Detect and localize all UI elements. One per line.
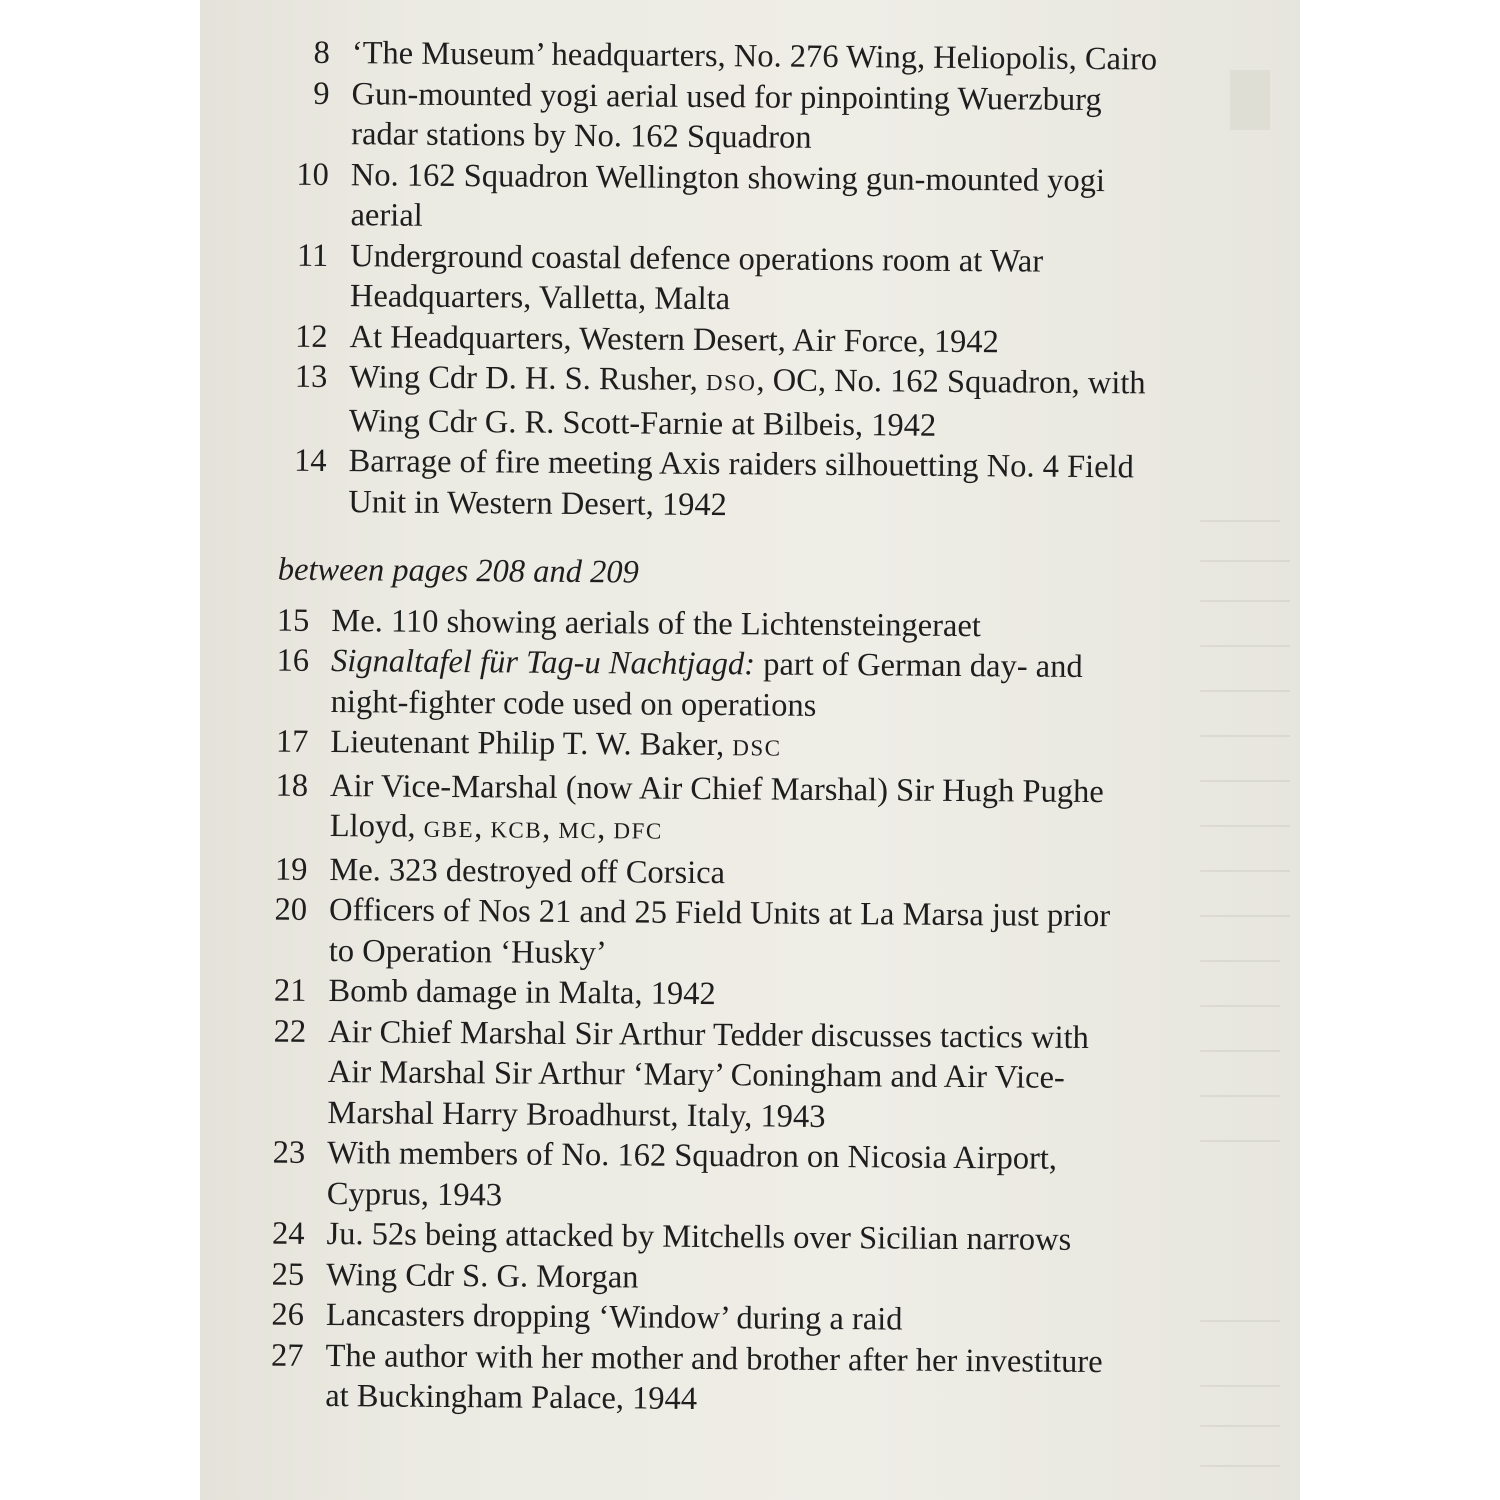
item-number: 20 — [274, 891, 308, 928]
item-caption: Ju. 52s being attacked by Mitchells over Sicilian narrows — [326, 1216, 1072, 1258]
item-number: 16 — [276, 642, 310, 679]
plates-list-first — [286, 33, 1300, 530]
item-caption: Barrage of fire meeting Axis raiders silhouetting No. 4 Field Unit in Western Desert, 1942 — [348, 443, 1135, 523]
item-caption: Underground coastal defence operations room at War Headquarters, Valletta, Malta — [349, 237, 1044, 318]
list-item — [289, 73, 1300, 162]
list-item — [268, 765, 1295, 857]
item-number: 27 — [270, 1337, 304, 1374]
item-caption: Air Chief Marshal Sir Arthur Tedder discusses tactics with Air Marshal Sir Arthur ‘Mary’ Coningham and Air Vice- Marshal Harry Broadhurst, Italy, 1943 — [327, 1013, 1090, 1135]
list-item — [288, 154, 1299, 243]
list-item — [286, 441, 1297, 530]
plates-list-second — [263, 600, 1295, 1424]
book-page — [200, 0, 1300, 1500]
list-item — [267, 890, 1294, 979]
item-caption: With members of No. 162 Squadron on Nicosia Airport, Cyprus, 1943 — [326, 1135, 1058, 1213]
item-number: 22 — [273, 1013, 307, 1050]
list-item — [288, 235, 1299, 324]
item-number: 12 — [294, 318, 328, 355]
item-number: 17 — [275, 723, 309, 760]
item-number: 21 — [273, 972, 307, 1009]
list-item — [287, 357, 1298, 449]
item-number: 15 — [276, 602, 310, 639]
list-item — [265, 1133, 1292, 1222]
list-item — [269, 641, 1296, 730]
item-number: 24 — [271, 1215, 305, 1252]
item-caption: Signaltafel für Tag-u Nachtjagd: part of German day- and night-fighter code used on operations — [330, 643, 1083, 724]
item-number: 10 — [296, 156, 330, 193]
item-caption: Air Vice-Marshal (now Air Chief Marshal) Sir Hugh Pughe Lloyd, GBE, KCB, MC, DFC — [329, 767, 1104, 847]
item-caption: The author with her mother and brother after her investiture at Buckingham Palace, 1944 — [325, 1337, 1103, 1417]
item-caption: At Headquarters, Western Desert, Air Force, 1942 — [349, 318, 1000, 360]
item-number: 23 — [272, 1134, 306, 1171]
list-item — [263, 1335, 1290, 1424]
item-number: 14 — [293, 442, 327, 480]
item-number: 11 — [296, 237, 329, 274]
item-number: 19 — [274, 851, 308, 888]
item-number: 25 — [271, 1256, 305, 1293]
item-caption: Me. 110 showing aerials of the Lichtensteingeraet — [331, 602, 982, 644]
item-caption: No. 162 Squadron Wellington showing gun-mounted yogi aerial — [350, 156, 1106, 234]
item-caption: Bomb damage in Malta, 1942 — [328, 973, 716, 1013]
item-caption: Lancasters dropping ‘Window’ during a raid — [325, 1297, 903, 1338]
item-caption: Wing Cdr S. G. Morgan — [326, 1256, 639, 1295]
item-number: 9 — [313, 75, 330, 112]
item-caption: Officers of Nos 21 and 25 Field Units at La Marsa just prior to Operation ‘Husky’ — [328, 892, 1111, 971]
item-caption: Gun-mounted yogi aerial used for pinpointing Wuerzburg radar stations by No. 162 Squadron — [351, 75, 1102, 156]
item-number: 8 — [313, 34, 330, 72]
list-item — [265, 1011, 1292, 1141]
item-number: 18 — [275, 767, 309, 804]
item-number: 13 — [294, 358, 328, 396]
illustrations-list — [200, 32, 1300, 1424]
item-caption: ‘The Museum’ headquarters, No. 276 Wing, Heliopolis, Cairo — [351, 35, 1158, 78]
item-caption: Lieutenant Philip T. W. Baker, DSC — [330, 724, 782, 764]
section-heading: between pages 208 and 209 — [277, 551, 639, 591]
item-number: 26 — [271, 1296, 305, 1333]
item-caption: Me. 323 destroyed off Corsica — [329, 851, 726, 891]
item-caption: Wing Cdr D. H. S. Rusher, DSO, OC, No. 162 Squadron, with Wing Cdr G. R. Scott-Farnie at Bilbeis, 1942 — [348, 359, 1146, 444]
